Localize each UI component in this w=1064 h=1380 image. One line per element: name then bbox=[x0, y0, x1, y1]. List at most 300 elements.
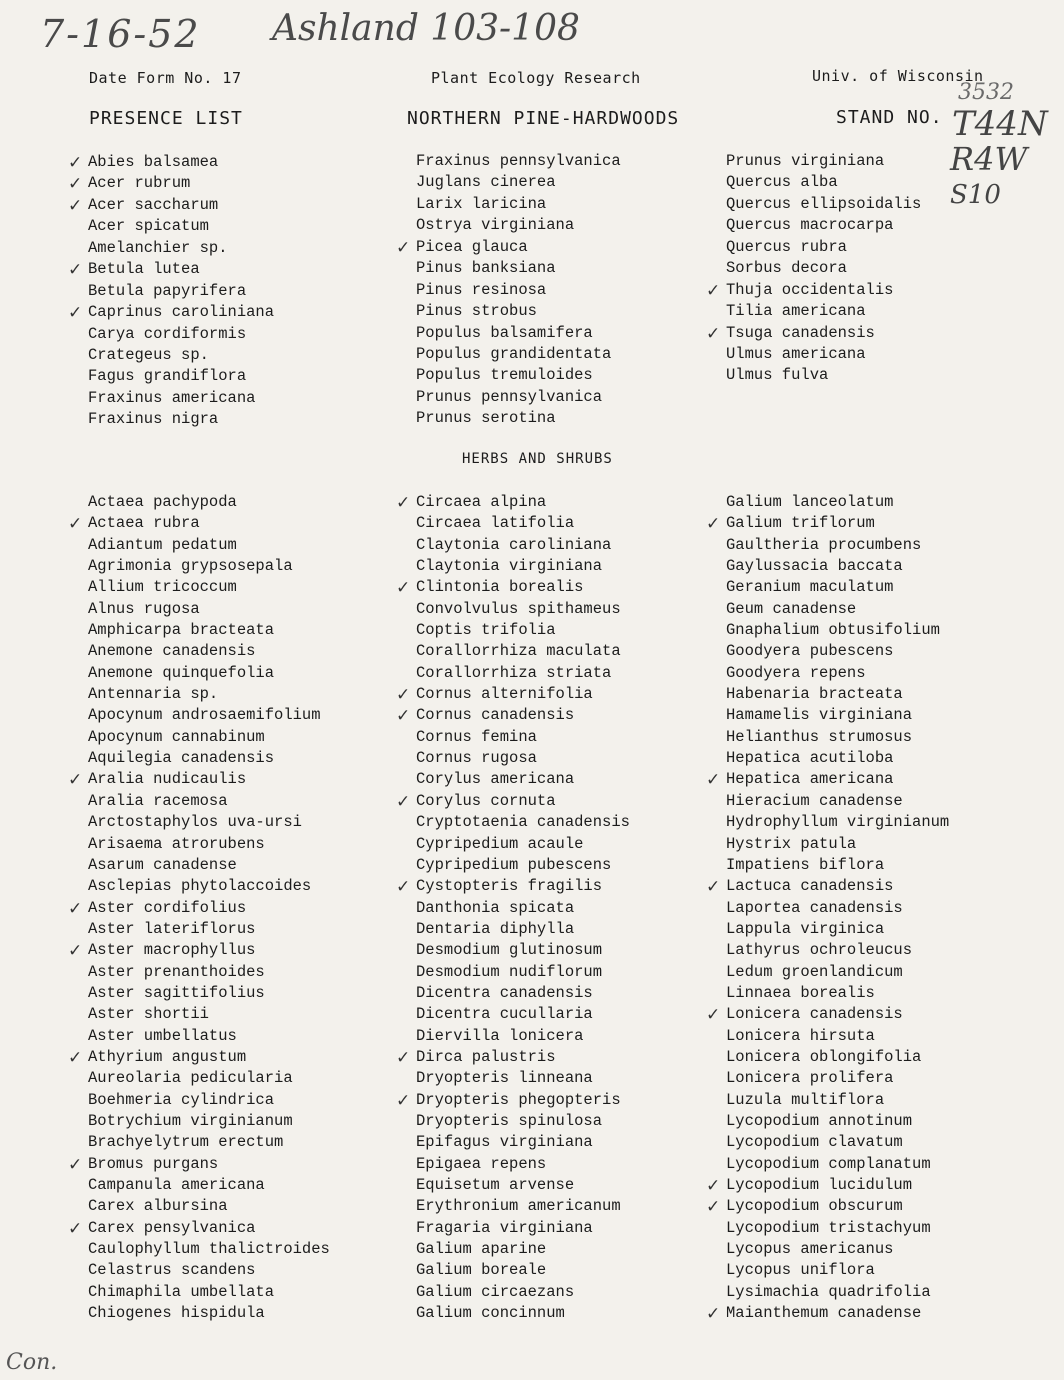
species-name: Apocynum androsaemifolium bbox=[88, 706, 321, 725]
species-name: Ledum groenlandicum bbox=[726, 962, 903, 981]
species-name: Brachyelytrum erectum bbox=[88, 1133, 284, 1152]
species-name: Dentaria diphylla bbox=[416, 919, 575, 938]
species-entry bbox=[706, 1004, 949, 1026]
species-name: Aster umbellatus bbox=[88, 1026, 237, 1045]
species-entry bbox=[88, 535, 330, 556]
species-entry bbox=[68, 173, 274, 195]
species-entry bbox=[68, 259, 274, 281]
program-name: Plant Ecology Research bbox=[431, 69, 641, 87]
species-name: Antennaria sp. bbox=[88, 685, 219, 704]
species-entry bbox=[416, 344, 621, 365]
species-entry bbox=[726, 855, 949, 876]
species-entry bbox=[726, 1239, 949, 1260]
species-name: Fraxinus pennsylvanica bbox=[416, 152, 621, 170]
species-name: Lycopodium tristachyum bbox=[726, 1218, 931, 1237]
handwritten-place-numbers: Ashland 103-108 bbox=[272, 8, 580, 49]
species-name: Cypripedium acaule bbox=[416, 834, 584, 853]
species-name: Aster shortii bbox=[88, 1005, 209, 1024]
species-name: Prunus serotina bbox=[416, 409, 556, 428]
species-entry bbox=[416, 620, 630, 641]
species-entry bbox=[706, 1175, 949, 1196]
species-entry bbox=[88, 855, 330, 876]
check-mark-icon: ✓ bbox=[706, 323, 721, 344]
species-entry bbox=[88, 1239, 330, 1260]
species-name: Epifagus virginiana bbox=[416, 1133, 593, 1152]
species-entry bbox=[88, 281, 274, 302]
species-entry bbox=[396, 876, 630, 898]
species-entry bbox=[416, 1132, 630, 1153]
species-name: Hydrophyllum virginianum bbox=[726, 813, 950, 832]
species-name: Hepatica acutiloba bbox=[726, 749, 894, 768]
species-entry bbox=[88, 727, 330, 748]
species-name: Actaea rubra bbox=[88, 514, 200, 533]
check-mark-icon: ✓ bbox=[706, 770, 721, 791]
species-name: Prunus pennsylvanica bbox=[416, 387, 603, 406]
species-name: Desmodium glutinosum bbox=[416, 941, 603, 960]
species-entry bbox=[396, 492, 630, 513]
species-entry bbox=[88, 345, 274, 366]
species-name: Acer saccharum bbox=[88, 195, 219, 214]
species-name: Lycopodium lucidulum bbox=[726, 1176, 913, 1194]
species-name: Carex albursina bbox=[88, 1197, 228, 1216]
institution-name: Univ. of Wisconsin bbox=[812, 67, 984, 85]
species-entry bbox=[88, 388, 274, 409]
species-name: Cornus canadensis bbox=[416, 706, 575, 725]
species-entry bbox=[726, 705, 949, 726]
species-entry bbox=[416, 834, 630, 855]
species-name: Alnus rugosa bbox=[88, 599, 200, 618]
species-name: Aster lateriflorus bbox=[88, 919, 256, 938]
species-entry bbox=[726, 599, 949, 620]
herbs-column-2 bbox=[396, 492, 630, 1324]
presence-list-title: PRESENCE LIST bbox=[89, 108, 243, 129]
species-entry bbox=[416, 387, 621, 408]
species-name: Quercus ellipsoidalis bbox=[726, 194, 922, 213]
species-entry bbox=[88, 1282, 330, 1303]
species-name: Caprinus caroliniana bbox=[88, 303, 275, 322]
species-entry bbox=[726, 812, 949, 833]
species-entry bbox=[726, 940, 949, 961]
species-name: Pinus banksiana bbox=[416, 259, 556, 278]
species-name: Lonicera canadensis bbox=[726, 1005, 903, 1024]
species-name: Tilia americana bbox=[726, 302, 866, 321]
species-name: Galium boreale bbox=[416, 1261, 547, 1280]
check-mark-icon: ✓ bbox=[68, 941, 83, 962]
handwritten-stand-code-2: T44N bbox=[952, 104, 1048, 144]
handwritten-bottom-note: Con. bbox=[6, 1350, 58, 1375]
species-entry bbox=[416, 962, 630, 983]
species-name: Clintonia borealis bbox=[416, 578, 584, 597]
check-mark-icon: ✓ bbox=[68, 195, 83, 216]
species-entry bbox=[706, 513, 949, 535]
species-name: Aster macrophyllus bbox=[88, 941, 256, 960]
species-name: Asclepias phytolaccoides bbox=[88, 877, 312, 896]
species-entry bbox=[396, 1090, 630, 1111]
species-name: Crategeus sp. bbox=[88, 345, 209, 364]
species-entry bbox=[416, 1004, 630, 1025]
species-entry bbox=[726, 301, 921, 322]
species-entry bbox=[88, 834, 330, 855]
check-mark-icon: ✓ bbox=[706, 1176, 721, 1196]
species-entry bbox=[88, 1260, 330, 1281]
species-entry bbox=[416, 535, 630, 556]
species-entry bbox=[726, 791, 949, 812]
check-mark-icon: ✓ bbox=[706, 514, 721, 535]
check-mark-icon: ✓ bbox=[68, 260, 83, 281]
species-entry bbox=[706, 280, 921, 301]
species-entry bbox=[68, 940, 330, 962]
species-name: Campanula americana bbox=[88, 1176, 265, 1194]
species-name: Claytonia virginiana bbox=[416, 557, 603, 576]
species-name: Celastrus scandens bbox=[88, 1261, 256, 1280]
species-name: Corylus americana bbox=[416, 770, 575, 789]
species-name: Sorbus decora bbox=[726, 259, 847, 278]
check-mark-icon: ✓ bbox=[68, 770, 83, 791]
species-entry bbox=[416, 663, 630, 684]
species-entry bbox=[88, 705, 330, 726]
species-entry bbox=[726, 684, 949, 705]
species-name: Carya cordiformis bbox=[88, 324, 247, 343]
species-entry bbox=[416, 983, 630, 1004]
species-entry bbox=[726, 748, 949, 769]
species-name: Linnaea borealis bbox=[726, 983, 875, 1002]
species-entry bbox=[88, 641, 330, 662]
species-name: Corallorrhiza striata bbox=[416, 663, 612, 682]
trees-column-1 bbox=[68, 152, 275, 431]
check-mark-icon: ✓ bbox=[396, 685, 411, 706]
species-entry bbox=[416, 194, 621, 215]
check-mark-icon: ✓ bbox=[706, 1197, 721, 1218]
species-name: Populus grandidentata bbox=[416, 344, 612, 363]
species-entry bbox=[726, 898, 949, 919]
species-entry bbox=[726, 1111, 949, 1132]
species-entry bbox=[68, 898, 330, 919]
species-name: Claytonia caroliniana bbox=[416, 535, 612, 554]
species-entry bbox=[726, 492, 949, 513]
species-entry bbox=[726, 215, 921, 236]
herbs-section-title: HERBS AND SHRUBS bbox=[462, 451, 613, 467]
species-entry bbox=[88, 876, 330, 897]
check-mark-icon: ✓ bbox=[68, 303, 83, 324]
species-name: Pinus resinosa bbox=[416, 280, 547, 299]
species-name: Lycopodium annotinum bbox=[726, 1111, 913, 1130]
species-name: Gaylussacia baccata bbox=[726, 557, 903, 576]
species-entry bbox=[416, 323, 621, 344]
check-mark-icon: ✓ bbox=[68, 514, 83, 535]
species-entry bbox=[726, 151, 921, 172]
species-name: Prunus virginiana bbox=[726, 152, 885, 170]
species-name: Habenaria bracteata bbox=[726, 685, 903, 704]
species-name: Impatiens biflora bbox=[726, 855, 885, 874]
check-mark-icon: ✓ bbox=[396, 1047, 411, 1068]
species-entry bbox=[68, 152, 274, 173]
species-name: Convolvulus spithameus bbox=[416, 599, 621, 618]
species-entry bbox=[68, 1047, 330, 1068]
species-entry bbox=[416, 258, 621, 279]
species-name: Ostrya virginiana bbox=[416, 216, 575, 235]
species-entry bbox=[726, 1068, 949, 1089]
species-entry bbox=[416, 1239, 630, 1260]
species-name: Lycopus americanus bbox=[726, 1240, 894, 1259]
herbs-column-1 bbox=[68, 492, 330, 1324]
species-name: Lycopus uniflora bbox=[726, 1261, 875, 1280]
species-name: Adiantum pedatum bbox=[88, 535, 237, 554]
species-name: Lonicera oblongifolia bbox=[726, 1047, 922, 1066]
species-entry bbox=[416, 1260, 630, 1281]
species-entry bbox=[68, 302, 275, 324]
species-name: Fragaria virginiana bbox=[416, 1218, 593, 1237]
trees-column-2 bbox=[396, 151, 621, 430]
species-name: Desmodium nudiflorum bbox=[416, 962, 603, 981]
species-entry bbox=[726, 1260, 949, 1281]
species-entry bbox=[396, 1047, 630, 1068]
species-entry bbox=[726, 919, 949, 940]
species-entry bbox=[726, 194, 921, 215]
species-entry bbox=[396, 705, 630, 727]
species-entry bbox=[88, 1026, 330, 1047]
species-name: Hamamelis virginiana bbox=[726, 706, 913, 725]
species-name: Lycopodium clavatum bbox=[726, 1133, 903, 1152]
species-entry bbox=[396, 237, 621, 258]
species-name: Dirca palustris bbox=[416, 1047, 556, 1066]
species-name: Apocynum cannabinum bbox=[88, 727, 265, 746]
check-mark-icon: ✓ bbox=[396, 706, 411, 727]
species-name: Aster cordifolius bbox=[88, 898, 247, 917]
species-entry bbox=[88, 324, 274, 345]
species-name: Goodyera repens bbox=[726, 663, 866, 682]
species-name: Tsuga canadensis bbox=[726, 323, 875, 342]
species-entry bbox=[416, 769, 630, 790]
species-entry bbox=[88, 1111, 330, 1132]
check-mark-icon: ✓ bbox=[396, 578, 411, 599]
species-name: Lycopodium complanatum bbox=[726, 1154, 931, 1173]
species-name: Asarum canadense bbox=[88, 855, 237, 874]
species-entry bbox=[726, 620, 949, 641]
species-name: Quercus alba bbox=[726, 173, 838, 192]
species-name: Galium lanceolatum bbox=[726, 493, 894, 511]
species-entry bbox=[706, 769, 949, 791]
check-mark-icon: ✓ bbox=[706, 1005, 721, 1026]
species-entry bbox=[416, 599, 630, 620]
species-entry bbox=[726, 556, 949, 577]
species-entry bbox=[88, 366, 274, 387]
species-entry bbox=[726, 1132, 949, 1153]
species-name: Acer spicatum bbox=[88, 217, 209, 236]
species-name: Lysimachia quadrifolia bbox=[726, 1282, 931, 1301]
species-entry bbox=[416, 1303, 630, 1324]
species-entry bbox=[416, 898, 630, 919]
species-entry bbox=[68, 195, 274, 216]
species-name: Galium concinnum bbox=[416, 1304, 565, 1323]
check-mark-icon: ✓ bbox=[396, 237, 411, 258]
check-mark-icon: ✓ bbox=[68, 898, 83, 919]
species-name: Thuja occidentalis bbox=[726, 280, 894, 299]
species-name: Galium triflorum bbox=[726, 514, 875, 533]
species-name: Chiogenes hispidula bbox=[88, 1304, 265, 1323]
species-name: Lycopodium obscurum bbox=[726, 1197, 903, 1216]
species-entry bbox=[396, 791, 630, 812]
species-entry bbox=[726, 365, 921, 386]
species-name: Anemone canadensis bbox=[88, 642, 256, 661]
species-name: Quercus rubra bbox=[726, 237, 847, 256]
species-entry bbox=[416, 172, 621, 193]
species-name: Picea glauca bbox=[416, 237, 528, 256]
species-name: Ulmus americana bbox=[726, 344, 866, 363]
species-entry bbox=[416, 1154, 630, 1175]
species-entry bbox=[88, 684, 330, 705]
species-entry bbox=[88, 791, 330, 812]
species-name: Cornus rugosa bbox=[416, 749, 537, 768]
species-name: Arisaema atrorubens bbox=[88, 834, 265, 853]
species-entry bbox=[416, 1282, 630, 1303]
species-name: Hystrix patula bbox=[726, 834, 857, 853]
species-name: Geum canadense bbox=[726, 599, 857, 618]
species-entry bbox=[726, 535, 949, 556]
species-entry bbox=[88, 919, 330, 940]
species-entry bbox=[416, 919, 630, 940]
species-name: Aralia nudicaulis bbox=[88, 770, 247, 789]
species-entry bbox=[726, 962, 949, 983]
species-name: Goodyera pubescens bbox=[726, 642, 894, 661]
species-entry bbox=[726, 641, 949, 662]
species-name: Lonicera prolifera bbox=[726, 1069, 894, 1088]
species-name: Populus balsamifera bbox=[416, 323, 593, 342]
species-name: Boehmeria cylindrica bbox=[88, 1090, 275, 1109]
species-name: Botrychium virginianum bbox=[88, 1111, 293, 1130]
species-entry bbox=[88, 1068, 330, 1089]
species-entry bbox=[726, 727, 949, 748]
check-mark-icon: ✓ bbox=[68, 153, 83, 173]
species-name: Acer rubrum bbox=[88, 174, 191, 193]
species-name: Epigaea repens bbox=[416, 1154, 547, 1173]
species-name: Arctostaphylos uva-ursi bbox=[88, 813, 302, 832]
species-entry bbox=[726, 983, 949, 1004]
species-name: Dryopteris spinulosa bbox=[416, 1111, 603, 1130]
check-mark-icon: ✓ bbox=[396, 791, 411, 812]
species-name: Galium circaezans bbox=[416, 1282, 575, 1301]
stand-number-label: STAND NO. bbox=[836, 107, 943, 128]
species-entry bbox=[416, 1196, 630, 1217]
species-name: Fraxinus americana bbox=[88, 388, 256, 407]
species-entry bbox=[88, 1090, 330, 1111]
species-name: Dryopteris linneana bbox=[416, 1069, 593, 1088]
species-name: Pinus strobus bbox=[416, 302, 537, 321]
species-name: Equisetum arvense bbox=[416, 1176, 575, 1194]
species-entry bbox=[88, 1303, 330, 1324]
species-name: Actaea pachypoda bbox=[88, 493, 237, 511]
species-entry bbox=[706, 1303, 949, 1325]
handwritten-stand-code-1: 3532 bbox=[958, 80, 1014, 105]
species-name: Luzula multiflora bbox=[726, 1090, 885, 1109]
species-name: Corallorrhiza maculata bbox=[416, 642, 621, 661]
species-name: Hepatica americana bbox=[726, 770, 894, 789]
species-name: Juglans cinerea bbox=[416, 173, 556, 192]
species-name: Galium aparine bbox=[416, 1240, 547, 1259]
species-name: Aureolaria pedicularia bbox=[88, 1069, 293, 1088]
species-name: Populus tremuloides bbox=[416, 366, 593, 385]
species-name: Gaultheria procumbens bbox=[726, 535, 922, 554]
species-name: Carex pensylvanica bbox=[88, 1218, 256, 1237]
species-entry bbox=[68, 513, 330, 535]
species-name: Cryptotaenia canadensis bbox=[416, 813, 630, 832]
check-mark-icon: ✓ bbox=[706, 877, 721, 898]
species-entry bbox=[68, 1218, 330, 1239]
check-mark-icon: ✓ bbox=[68, 174, 83, 195]
species-entry bbox=[416, 1026, 630, 1047]
species-entry bbox=[726, 344, 921, 365]
species-entry bbox=[416, 748, 630, 769]
species-entry bbox=[726, 172, 921, 193]
species-name: Lonicera hirsuta bbox=[726, 1026, 875, 1045]
species-name: Cypripedium pubescens bbox=[416, 855, 612, 874]
species-name: Amphicarpa bracteata bbox=[88, 621, 275, 640]
species-entry bbox=[416, 855, 630, 876]
species-name: Agrimonia grypsosepala bbox=[88, 557, 293, 576]
species-entry bbox=[68, 1154, 330, 1175]
species-name: Dryopteris phegopteris bbox=[416, 1090, 621, 1109]
species-name: Cornus femina bbox=[416, 727, 537, 746]
species-name: Dicentra canadensis bbox=[416, 983, 593, 1002]
check-mark-icon: ✓ bbox=[706, 1304, 721, 1325]
species-name: Danthonia spicata bbox=[416, 898, 575, 917]
species-entry bbox=[88, 492, 330, 513]
check-mark-icon: ✓ bbox=[68, 1218, 83, 1239]
species-entry bbox=[706, 1196, 949, 1218]
species-entry bbox=[416, 513, 630, 534]
species-entry bbox=[416, 301, 621, 322]
species-name: Fagus grandiflora bbox=[88, 367, 247, 386]
species-name: Erythronium americanum bbox=[416, 1197, 621, 1216]
handwritten-date: 7-16-52 bbox=[40, 12, 201, 56]
species-entry bbox=[88, 748, 330, 769]
species-name: Helianthus strumosus bbox=[726, 727, 913, 746]
species-entry bbox=[726, 1154, 949, 1175]
species-entry bbox=[88, 962, 330, 983]
check-mark-icon: ✓ bbox=[396, 493, 411, 513]
species-entry bbox=[416, 1218, 630, 1239]
species-entry bbox=[416, 280, 621, 301]
species-name: Lactuca canadensis bbox=[726, 877, 894, 896]
species-name: Gnaphalium obtusifolium bbox=[726, 621, 940, 640]
species-entry bbox=[726, 663, 949, 684]
species-entry bbox=[416, 365, 621, 386]
form-number: Date Form No. 17 bbox=[89, 69, 242, 87]
species-entry bbox=[416, 727, 630, 748]
species-entry bbox=[726, 1026, 949, 1047]
species-entry bbox=[396, 684, 630, 706]
species-entry bbox=[706, 876, 949, 898]
species-entry bbox=[416, 1111, 630, 1132]
species-entry bbox=[726, 258, 921, 279]
species-name: Circaea alpina bbox=[416, 493, 547, 511]
species-name: Hieracium canadense bbox=[726, 791, 903, 810]
community-title: NORTHERN PINE-HARDWOODS bbox=[407, 108, 680, 129]
species-entry bbox=[88, 216, 274, 237]
species-name: Athyrium angustum bbox=[88, 1047, 247, 1066]
species-name: Corylus cornuta bbox=[416, 791, 556, 810]
species-entry bbox=[88, 1175, 330, 1196]
species-name: Anemone quinquefolia bbox=[88, 663, 275, 682]
species-entry bbox=[726, 1090, 949, 1111]
species-entry bbox=[88, 620, 330, 641]
species-entry bbox=[726, 834, 949, 855]
species-entry bbox=[88, 1132, 330, 1153]
species-name: Cornus alternifolia bbox=[416, 685, 593, 704]
species-name: Lappula virginica bbox=[726, 919, 885, 938]
species-name: Aster prenanthoides bbox=[88, 962, 265, 981]
species-entry bbox=[88, 812, 330, 833]
species-entry bbox=[726, 1218, 949, 1239]
